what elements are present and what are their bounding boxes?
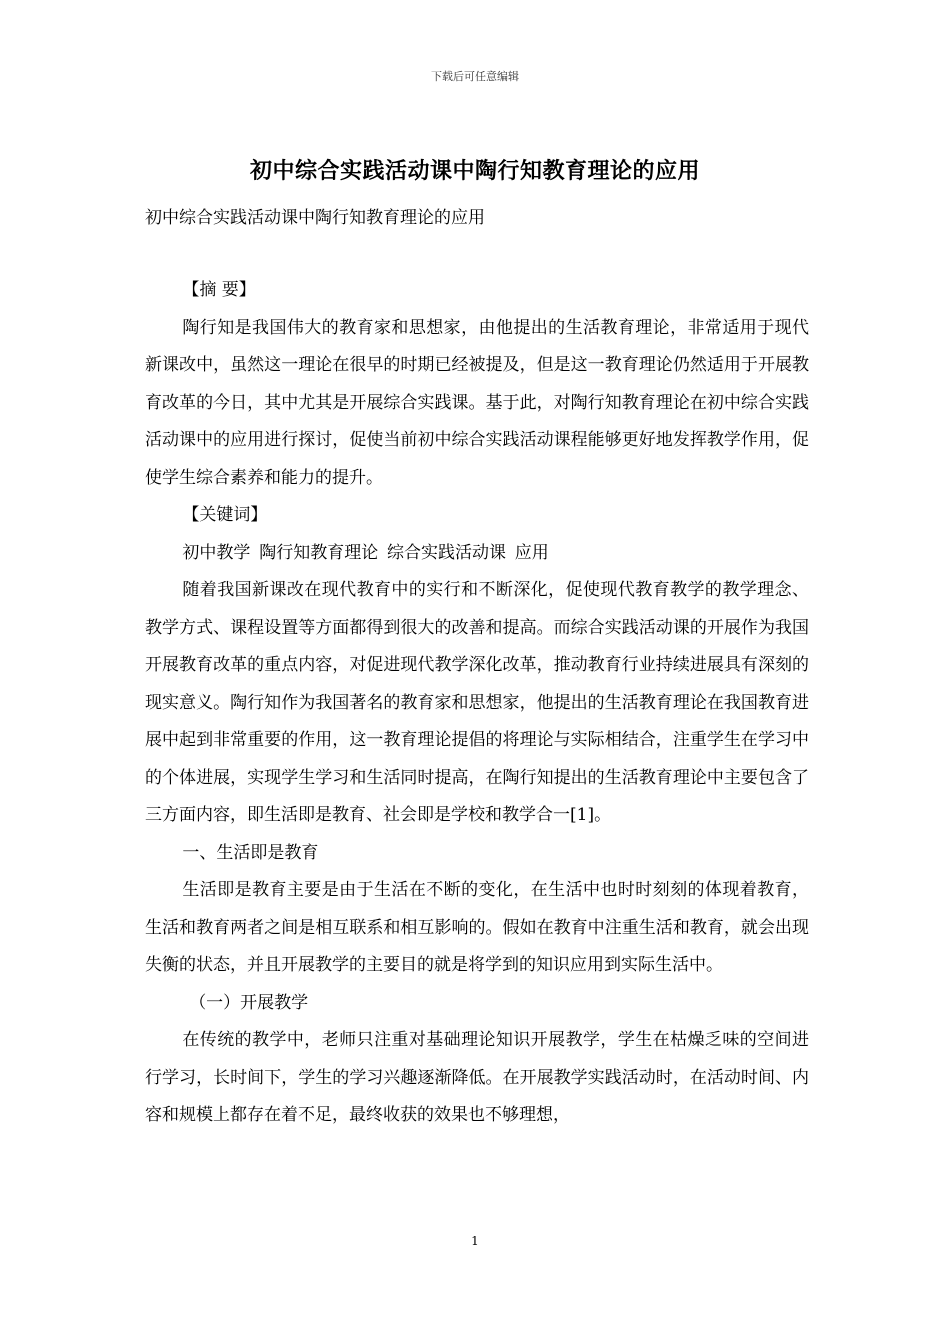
abstract-paragraph: 陶行知是我国伟大的教育家和思想家，由他提出的生活教育理论，非常适用于现代新课改中，虽然这一理论在很早的时期已经被提及，但是这一教育理论仍然适用于开展教育改革的今日，其中尤其是开展综合实践课。基于此，对陶行知教育理论在初中综合实践活动课中的应用进行探讨，促使当前初中综合实践活动课程能够更好地发挥教学作用，促使学生综合素养和能力的提升。 [145, 317, 809, 488]
subsection-paragraph: 在传统的教学中，老师只注重对基础理论知识开展教学，学生在枯燥乏味的空间进行学习，长时间下，学生的学习兴趣逐渐降低。在开展教学实践活动时，在活动时间、内容和规模上都存在着不足，最终收获的效果也不够理想， [145, 1030, 809, 1125]
document-title: 初中综合实践活动课中陶行知教育理论的应用 [249, 158, 700, 184]
subsection-heading: （一）开展教学 [189, 992, 309, 1013]
page-header-note: 下载后可任意编辑 [431, 70, 519, 83]
intro-paragraph: 随着我国新课改在现代教育中的实行和不断深化，促使现代教育教学的教学理念、教学方式、课程设置等方面都得到很大的改善和提高。而综合实践活动课的开展作为我国开展教育改革的重点内容，对促进现代教学深化改革，推动教育行业持续进展具有深刻的现实意义。陶行知作为我国著名的教育家和思想家，他提出的生活教育理论在我国教育进展中起到非常重要的作用，这一教育理论提倡的将理论与实际相结合，注重学生在学习中的个体进展，实现学生学习和生活同时提高，在陶行知提出的生活教育理论中主要包含了三方面内容，即生活即是教育、社会即是学校和教学合一[1]。 [145, 580, 809, 825]
section-paragraph: 生活即是教育主要是由于生活在不断的变化，在生活中也时时刻刻的体现着教育，生活和教育两者之间是相互联系和相互影响的。假如在教育中注重生活和教育，就会出现失衡的状态，并且开展教学的主要目的就是将学到的知识应用到实际生活中。 [145, 880, 809, 975]
keywords-line: 初中教学 陶行知教育理论 综合实践活动课 应用 [182, 542, 549, 563]
page-number: 1 [471, 1234, 479, 1248]
section-heading: 一、生活即是教育 [182, 842, 319, 863]
document-subtitle: 初中综合实践活动课中陶行知教育理论的应用 [145, 208, 485, 228]
keywords-label: 【关键词】 [182, 505, 268, 525]
abstract-label: 【摘 要】 [182, 280, 256, 300]
document-body [145, 272, 809, 1135]
